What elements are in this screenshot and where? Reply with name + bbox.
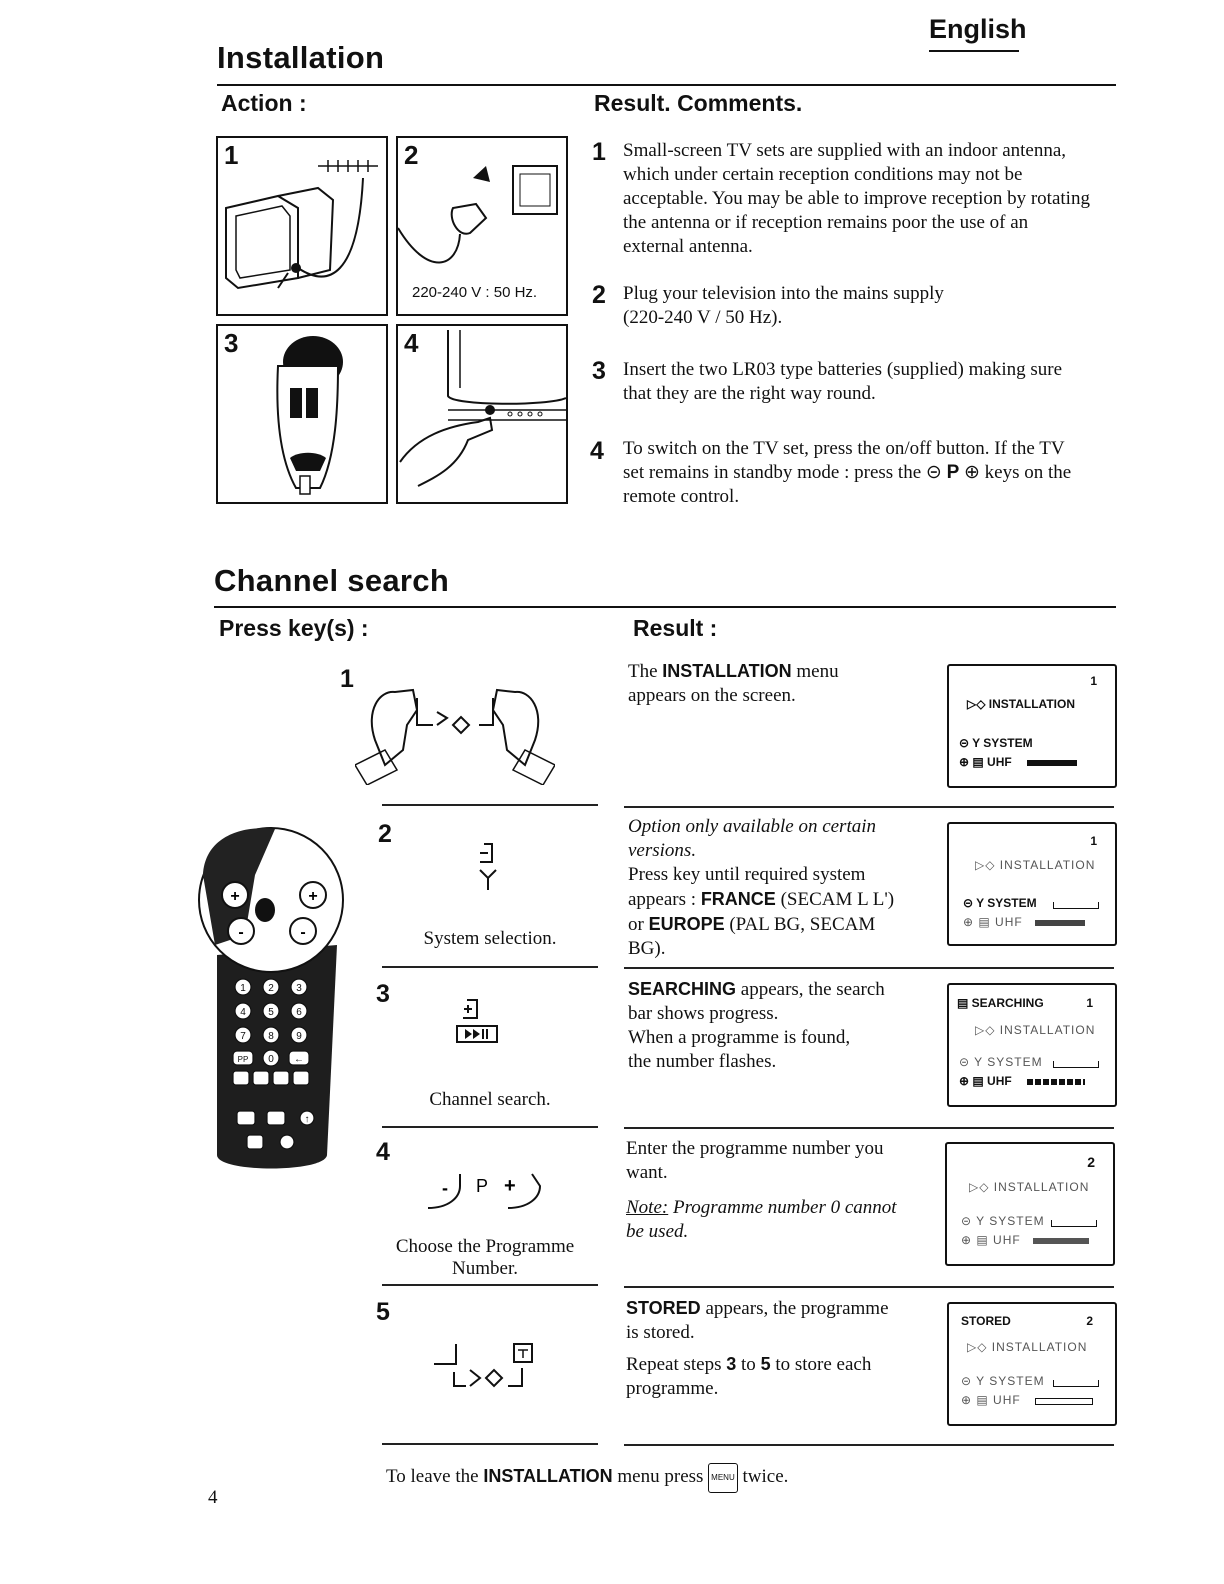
tv-screen-searching <box>947 983 1117 1107</box>
system-bracket <box>1053 902 1099 909</box>
channel-step-4-caption: Choose the Programme Number. <box>395 1236 575 1279</box>
right-divider <box>624 1127 1114 1129</box>
remote-key: 4 <box>240 1007 246 1018</box>
install-step-number: 2 <box>592 281 606 309</box>
remote-key: 9 <box>296 1031 302 1042</box>
programme-number: 1 <box>1090 674 1097 688</box>
remote-key: ← <box>294 1054 304 1065</box>
programme-number: 1 <box>1086 996 1093 1010</box>
left-divider <box>382 1126 598 1128</box>
search-progress-bar <box>1027 1079 1085 1085</box>
screen-menu-line: ▷◇ INSTALLATION <box>969 1180 1090 1194</box>
plus-key: + <box>504 1175 516 1197</box>
left-divider <box>382 804 598 806</box>
channel-step-number: 2 <box>378 820 392 848</box>
screen-uhf-line: ⊕ ▤ UHF <box>959 755 1012 769</box>
install-step-3-text: Insert the two LR03 type batteries (supplied) making sure that they are the right way round. <box>623 359 1063 404</box>
uhf-bar <box>1035 1398 1093 1405</box>
remote-key: 5 <box>268 1007 274 1018</box>
searching-label: ▤ SEARCHING <box>957 996 1044 1010</box>
figure-1-antenna <box>216 136 388 316</box>
install-step-2-text: Plug your television into the mains supply (220-240 V / 50 Hz). <box>623 283 944 328</box>
programme-number: 2 <box>1086 1314 1093 1328</box>
channel-step-5-result: STORED appears, the programme is stored. Repeat steps 3 to 5 to store each programme. <box>626 1298 889 1399</box>
remote-key: 2 <box>268 983 274 994</box>
tv-switch-illustration <box>398 326 566 502</box>
search-progress-bar <box>1027 760 1077 766</box>
remote-key: 3 <box>296 983 302 994</box>
remote-control-illustration <box>195 815 355 1180</box>
channel-step-1-result: The INSTALLATION menu appears on the screen. <box>628 661 839 706</box>
result-heading: Result : <box>633 615 718 641</box>
press-keys-heading: Press key(s) : <box>219 615 369 641</box>
screen-system-line: ⊝ Y SYSTEM <box>959 736 1033 750</box>
channel-step-3-caption: Channel search. <box>429 1089 551 1110</box>
screen-uhf-line: ⊕ ▤ UHF <box>961 1233 1021 1247</box>
channel-search-title: Channel search <box>214 563 450 598</box>
screen-system-line: ⊝ Y SYSTEM <box>963 896 1037 910</box>
store-keys-icon <box>430 1340 540 1392</box>
two-hands-keys-illustration <box>355 670 555 785</box>
tv-screen-system <box>947 822 1117 946</box>
installation-title: Installation <box>217 40 385 75</box>
left-divider <box>382 1284 598 1286</box>
system-bracket <box>1053 1061 1099 1068</box>
programme-number: 1 <box>1090 834 1097 848</box>
plus-key: + <box>308 888 318 905</box>
channel-step-number: 1 <box>340 665 354 693</box>
action-heading: Action : <box>221 90 307 116</box>
figure-number: 3 <box>224 328 239 358</box>
screen-uhf-line: ⊕ ▤ UHF <box>963 915 1023 929</box>
screen-system-line: ⊝ Y SYSTEM <box>961 1214 1045 1228</box>
figure-3-batteries <box>216 324 388 504</box>
channel-search-key-icon <box>455 996 505 1046</box>
right-divider <box>624 806 1114 808</box>
screen-menu-line: ▷◇ INSTALLATION <box>975 858 1096 872</box>
tv-screen-installation-menu <box>947 664 1117 788</box>
remote-key: 8 <box>268 1031 274 1042</box>
screen-menu-line: ▷◇ INSTALLATION <box>975 1023 1096 1037</box>
screen-menu-line: ▷◇ INSTALLATION <box>967 1340 1088 1354</box>
screen-system-line: ⊝ Y SYSTEM <box>959 1055 1043 1069</box>
minus-key: - <box>300 924 306 941</box>
remote-key: 7 <box>240 1031 246 1042</box>
system-bracket <box>1051 1220 1097 1227</box>
remote-battery-illustration <box>218 326 386 502</box>
screen-system-line: ⊝ Y SYSTEM <box>961 1374 1045 1388</box>
page-number: 4 <box>208 1487 218 1508</box>
channel-step-number: 5 <box>376 1298 390 1326</box>
channel-step-number: 4 <box>376 1138 390 1166</box>
channel-step-2-caption: System selection. <box>423 928 557 949</box>
left-divider <box>382 1443 598 1445</box>
install-step-4-text: To switch on the TV set, press the on/off button. If the TV set remains in standby mode : press the ⊝ P ⊕ keys on the remote control. <box>623 438 1072 507</box>
remote-key: ↑ <box>304 1114 310 1125</box>
channel-step-number: 3 <box>376 980 390 1008</box>
install-step-number: 3 <box>592 357 606 385</box>
programme-number: 2 <box>1087 1154 1095 1170</box>
minus-key: - <box>238 924 244 941</box>
programme-minus-plus-keys <box>422 1168 542 1212</box>
uhf-bar <box>1035 920 1085 926</box>
figure-number: 2 <box>404 140 419 170</box>
system-bracket <box>1053 1380 1099 1387</box>
language-underline <box>929 50 1019 52</box>
channel-step-4-result: Enter the programme number you want. Note: Programme number 0 cannot be used. <box>626 1138 897 1242</box>
right-divider <box>624 1286 1114 1288</box>
uhf-bar <box>1033 1238 1089 1244</box>
tv-antenna-illustration <box>218 138 386 314</box>
system-key-icon <box>470 838 510 890</box>
install-step-number: 4 <box>590 437 604 465</box>
install-step-1-text: Small-screen TV sets are supplied with an indoor antenna, which under certain reception conditions may not be acceptable. You may be able to improve reception by rotating the antenna or if reception remains poor the use of an external antenna. <box>623 140 1090 257</box>
leave-menu-note: To leave the INSTALLATION menu press MENU twice. <box>386 1463 986 1493</box>
install-step-number: 1 <box>592 138 606 166</box>
remote-key: 0 <box>268 1054 274 1065</box>
remote-key: PP <box>237 1055 249 1064</box>
channel-search-rule <box>214 606 1116 608</box>
remote-key: 6 <box>296 1007 302 1018</box>
screen-uhf-line: ⊕ ▤ UHF <box>959 1074 1012 1088</box>
minus-key: - <box>442 1178 448 1198</box>
result-comments-heading: Result. Comments. <box>594 90 803 116</box>
tv-screen-stored <box>947 1302 1117 1426</box>
screen-menu-line: ▷◇ INSTALLATION <box>967 697 1075 711</box>
figure-number: 1 <box>224 140 239 170</box>
stored-label: STORED <box>961 1314 1011 1328</box>
voltage-caption: 220-240 V : 50 Hz. <box>412 284 538 301</box>
menu-key-icon: MENU <box>708 1463 738 1493</box>
remote-key: 1 <box>240 983 246 994</box>
figure-4-power-button <box>396 324 568 504</box>
right-divider <box>624 1444 1114 1446</box>
channel-step-3-result: SEARCHING appears, the search bar shows progress. When a programme is found, the number flashes. <box>628 979 885 1072</box>
installation-rule <box>217 84 1116 86</box>
screen-uhf-line: ⊕ ▤ UHF <box>961 1393 1021 1407</box>
figure-number: 4 <box>404 328 419 358</box>
right-divider <box>624 967 1114 969</box>
p-key: P <box>476 1176 489 1196</box>
plus-key: + <box>230 888 240 905</box>
language-label: English <box>929 14 1027 44</box>
tv-screen-programme-number <box>945 1142 1115 1266</box>
left-divider <box>382 966 598 968</box>
channel-step-2-result: Option only available on certain versions. Press key until required system appears : FRANCE (SECAM L L') or EUROPE (PAL BG, SECAM BG). <box>628 816 895 959</box>
figure-2-mains-plug <box>396 136 568 316</box>
